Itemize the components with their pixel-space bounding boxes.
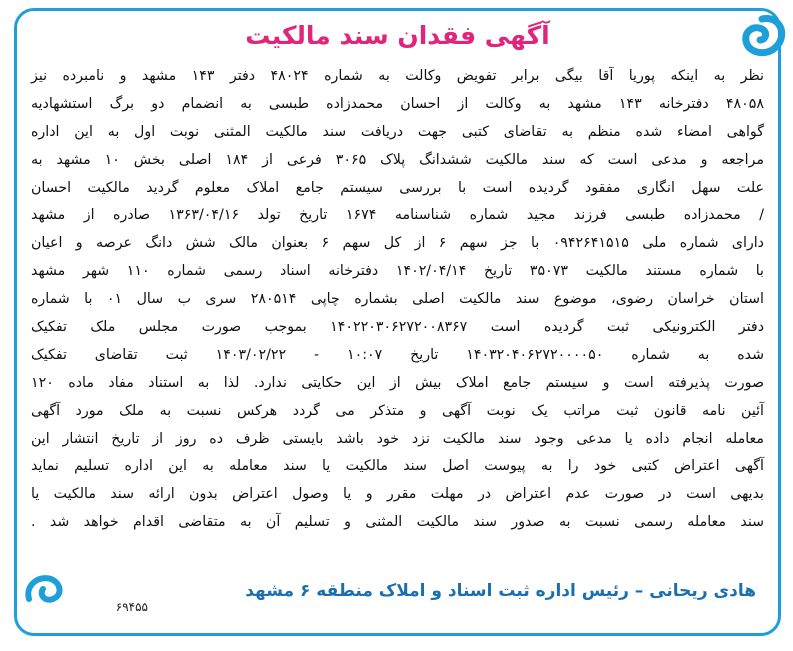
- body-line: صورت پذیرفته است و سیستم جامع املاک بیش از این حکایتی ندارد. لذا به استناد مفاد ماده ۱۲۰: [31, 374, 764, 391]
- body-line: / محمدزاده طبسی فرزند مجید شماره شناسنامه ۱۶۷۴ تاریخ تولد ۱۳۶۳/۰۴/۱۶ صادره از مشهد: [31, 207, 764, 224]
- body-line: بدیهی است در صورت عدم اعتراض در مهلت مقرر و یا وصول اعتراض بدون ارائه سند مالکیت یا: [31, 486, 764, 503]
- body-line: دارای شماره ملی ۰۹۴۲۶۴۱۵۱۵ با جز سهم ۶ از کل سهم ۶ بعنوان مالک شش دانگ عرصه و اعیان: [31, 235, 765, 252]
- body-line: علت سهل انگاری مفقود گردیده است با بررسی سیستم جامع املاک معلوم گردید مالکیت احسان: [31, 179, 764, 196]
- notice-code: ۶۹۴۵۵: [115, 600, 148, 614]
- notice-title: آگهی فقدان سند مالکیت: [245, 21, 550, 50]
- body-line: با شماره مستند مالکیت ۳۵۰۷۳ تاریخ ۱۴۰۲/۰۴/۱۴ دفترخانه اسناد رسمی شماره ۱۱۰ شهر مشهد: [31, 263, 764, 280]
- notice-body: [31, 63, 764, 537]
- body-line: گواهی امضاء شده منظم به تقاضای کتبی جهت دریافت سند مالکیت المثنی نوبت اول به این اداره: [31, 123, 764, 140]
- body-line: سند معامله رسمی نسبت به صدور سند مالکیت المثنی و تسلیم آن به متقاضی اقدام خواهد شد .: [31, 514, 764, 531]
- body-line: مراجعه و مدعی است که سند مالکیت ششدانگ پلاک ۳۰۶۵ فرعی از ۱۸۴ اصلی بخش ۱۰ مشهد به: [31, 151, 764, 168]
- body-line: نظر به اینکه پوریا آقا بیگی برابر تفویض وکالت به شماره ۴۸۰۲۴ دفتر ۱۴۳ مشهد و نامبرده نیز: [31, 68, 764, 84]
- body-line: شده به شماره ۱۴۰۳۲۰۴۰۶۲۷۲۰۰۰۰۵۰ تاریخ ۱۰:۰۷ - ۱۴۰۳/۰۲/۲۲ ثبت تقاضای تفکیک: [31, 346, 764, 363]
- notice-box: [14, 8, 781, 636]
- body-line: ۴۸۰۵۸ دفترخانه ۱۴۳ مشهد به وکالت از احسان محمدزاده طبسی به انضمام دو برگ استشهادیه: [31, 95, 764, 112]
- corner-swirl-icon: [23, 573, 67, 607]
- body-line: آگهی اعتراض کتبی خود را به پیوست اصل سند مالکیت یا سند معامله به این اداره تسلیم نماید: [31, 458, 764, 475]
- body-line: معامله انجام داده یا مدعی وجود سند مالکیت نزد خود باشد بایستی ظرف ده روز از تاریخ انتشار این: [31, 430, 764, 447]
- body-line: دفتر الکترونیکی ثبت گردیده است ۱۴۰۲۲۰۳۰۶۲۷۲۰۰۸۳۶۷ بموجب صورت مجلس ملک تفکیک: [31, 319, 765, 336]
- body-line: آئین نامه قانون ثبت مراتب یک نوبت آگهی و متذکر می گردد هرکس نسبت به ملک مورد آگهی: [31, 402, 764, 419]
- body-line: استان خراسان رضوی، موضوع سند مالکیت اصلی بشماره چاپی ۲۸۰۵۱۴ سری ب سال ۰۱ با شماره: [31, 291, 764, 308]
- signature-line: هادی ریحانی – رئیس اداره ثبت اسناد و املاک منطقه ۶ مشهد: [245, 581, 756, 601]
